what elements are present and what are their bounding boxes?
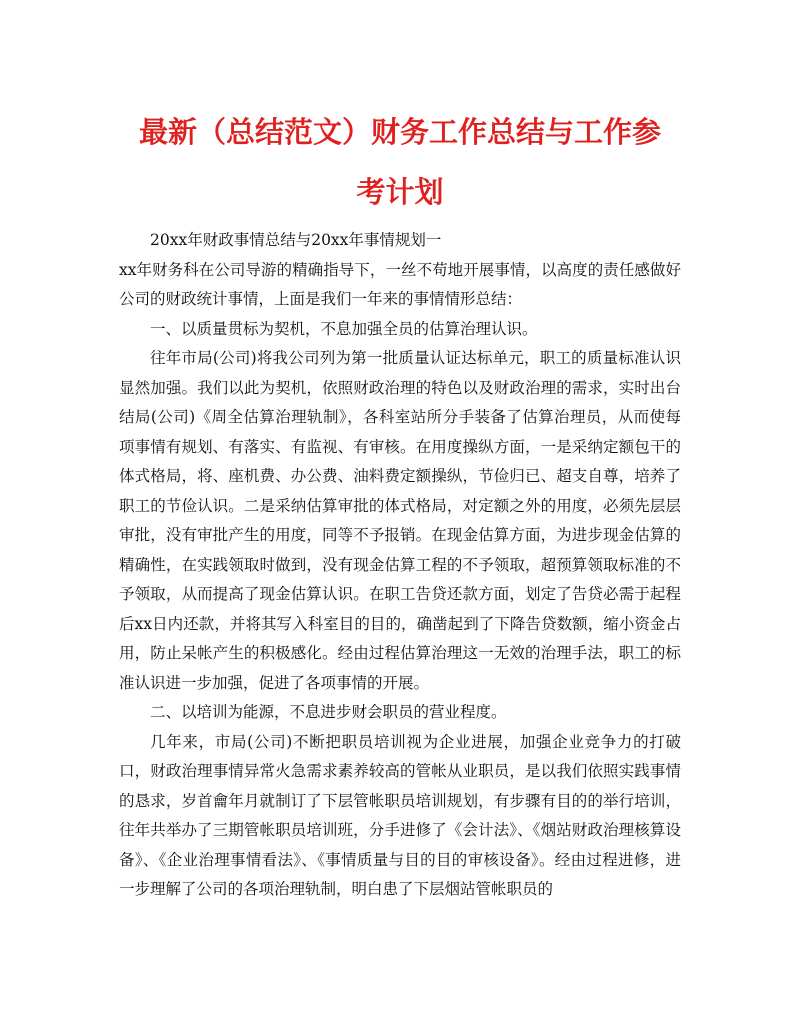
paragraph-intro: xx年财务科在公司导游的精确指导下，一丝不苟地开展事情，以高度的责任感做好公司的财政统计事情，上面是我们一年来的事情情形总结：: [119, 260, 681, 308]
document-body: [119, 226, 681, 905]
document-title-line-1: 最新（总结范文）财务工作总结与工作参: [138, 115, 661, 149]
paragraph-training: 几年来，市局(公司)不断把职员培训视为企业进展，加强企业竞争力的打破口，财政治理事情异常火急需求素养较高的管帐从业职员，是以我们依照实践事情的恳求，岁首龠年月就制订了下层管帐职员培训规划，有步骤有目的的举行培训，往年共举办了三期管帐职员培训班，分手进修了《会计法》、《烟站财政治理核算设备》、《企业治理事情看法》、《事情质量与目的目的审核设备》。经由过程进修，进一步理解了公司的各项治理轨制，明白患了下层烟站管帐职员的: [119, 732, 681, 898]
paragraph-plan-heading: 20xx年财政事情总结与20xx年事情规划一: [150, 231, 442, 249]
paragraph-budget-management: 往年市局(公司)将我公司列为第一批质量认证达标单元，职工的质量标准认识显然加强。我们以此为契机，依照财政治理的特色以及财政治理的需求，实时出台结局(公司)《周全估算治理轨制》，各科室站所分手装备了估算治理员，从而使每项事情有规划、有落实、有监视、有审核。在用度操纵方面，一是采纳定额包干的体式格局，将、座机费、办公费、油料费定额操纵，节俭归已、超支自尊，培养了职工的节俭认识。二是采纳估算审批的体式格局，对定额之外的用度，必须先层层审批，没有审批产生的用度，同等不予报销。在现金估算方面，为进步现金估算的精确性，在实践领取时做到，没有现金估算工程的不予领取，超预算领取标准的不予领取，从而提高了现金估算认识。在职工告贷还款方面，划定了告贷必需于起程后xx日内还款，并将其写入科室目的目的，确凿起到了下降告贷数额，缩小资金占用，防止呆帐产生的积极感化。经由过程估算治理这一无效的治理手法，职工的标准认识进一步加强，促进了各项事情的开展。: [119, 349, 681, 692]
section-heading-1: 一、以质量贯标为契机，不息加强全员的估算治理认识。: [150, 319, 538, 338]
section-heading-2: 二、以培训为能源，不息进步财会职员的营业程度。: [150, 703, 507, 721]
document-title-line-2: 考计划: [356, 175, 444, 209]
